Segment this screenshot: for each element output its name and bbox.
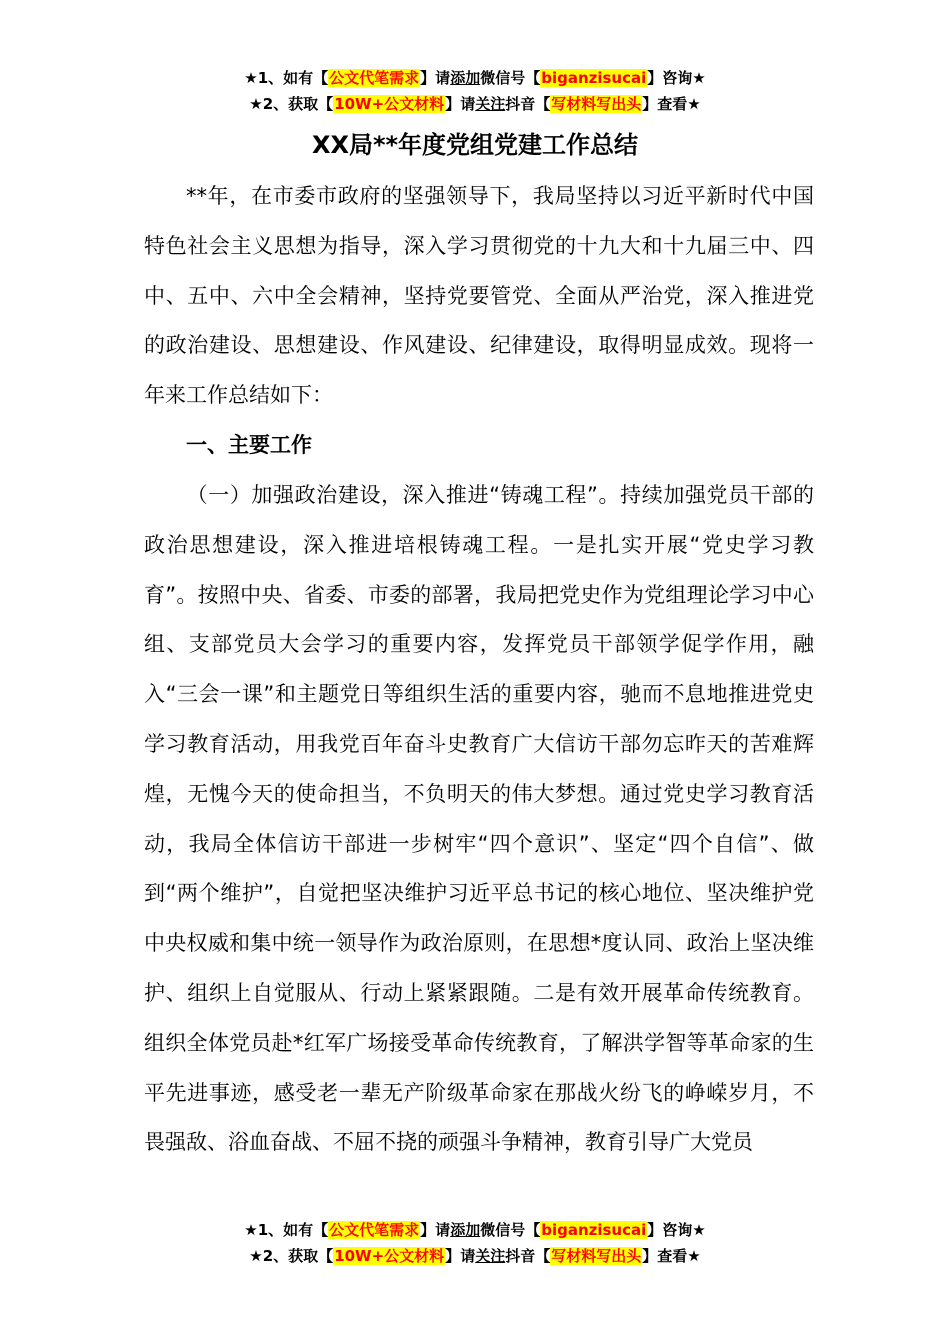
banner-highlight: 公文代笔需求 (329, 1221, 420, 1239)
banner-text: 抖音【 (505, 95, 551, 113)
banner-highlight: biganzisucai (541, 1221, 647, 1239)
banner-highlight: 10W+公文材料 (334, 1247, 445, 1265)
banner-text: 】请 (420, 1221, 451, 1239)
banner-text: ★2、获取【 (249, 95, 334, 113)
bottom-banner-line-1 (0, 1218, 950, 1242)
banner-text: ★1、如有【 (244, 69, 329, 87)
banner-text: 】请 (445, 1247, 476, 1265)
banner-text: 】请 (420, 69, 451, 87)
banner-underlined-text: 添加 (450, 1221, 481, 1239)
banner-highlight: 公文代笔需求 (329, 69, 420, 87)
banner-highlight: 10W+公文材料 (334, 95, 445, 113)
section-text: （一）加强政治建设，深入推进“铸魂工程”。持续加强党员干部的政治思想建设，深入推进培根铸魂工程。一是扎实开展“党史学习教育”。按照中央、省委、市委的部署，我局把党史作为党组理论学习中心组、支部党员大会学习的重要内容，发挥党员干部领学促学作用，融入“三会一课”和主题党日等组织生活的重要内容，驰而不息地推进党史学习教育活动，用我党百年奋斗史教育广大信访干部勿忘昨天的苦难辉煌，无愧今天的使命担当，不负明天的伟大梦想。通过党史学习教育活动，我局全体信访干部进一步树牢“四个意识”、坚定“四个自信”、做到“两个维护”，自觉把坚决维护习近平总书记的核心地位、坚决维护党中央权威和集中统一领导作为政治原则，在思想*度认同、政治上坚决维护、组织上自觉服从、行动上紧紧跟随。二是有效开展革命传统教育。组织全体党员赴*红军广场接受革命传统教育，了解洪学智等革命家的生平先进事迹，感受老一辈无产阶级革命家在那战火纷飞的峥嵘岁月，不畏强敌、浴血奋战、不屈不挠的顽强斗争精神，教育引导广大党员 (144, 483, 814, 1155)
section-heading: 一、主要工作 (186, 433, 312, 457)
intro-text: **年，在市委市政府的坚强领导下，我局坚持以习近平新时代中国特色社会主义思想为指导，深入学习贯彻党的十九大和十九届三中、四中、五中、六中全会精神，坚持党要管党、全面从严治党，深入推进党的政治建设、思想建设、作风建设、纪律建设，取得明显成效。现将一年来工作总结如下： (144, 184, 814, 408)
banner-highlight: biganzisucai (541, 69, 647, 87)
banner-highlight: 写材料写出头 (551, 1247, 642, 1265)
document-title: XX局**年度党组党建工作总结 (311, 131, 639, 159)
banner-text: 抖音【 (505, 1247, 551, 1265)
banner-text: 】咨询★ (647, 1221, 706, 1239)
banner-text: 】咨询★ (647, 69, 706, 87)
banner-text: 微信号【 (480, 1221, 541, 1239)
banner-underlined-text: 添加 (450, 69, 481, 87)
banner-text: 】请 (445, 95, 476, 113)
bottom-banner-line-2 (0, 1244, 950, 1268)
top-banner-line-2 (0, 92, 950, 116)
banner-text: 】查看★ (642, 1247, 701, 1265)
section-paragraph (144, 471, 814, 1168)
banner-text: 】查看★ (642, 95, 701, 113)
banner-text: 微信号【 (480, 69, 541, 87)
banner-underlined-text: 关注 (475, 1247, 506, 1265)
banner-text: ★1、如有【 (244, 1221, 329, 1239)
banner-text: ★2、获取【 (249, 1247, 334, 1265)
top-banner-line-1 (0, 66, 950, 90)
banner-highlight: 写材料写出头 (551, 95, 642, 113)
banner-underlined-text: 关注 (475, 95, 506, 113)
intro-paragraph (144, 172, 814, 421)
